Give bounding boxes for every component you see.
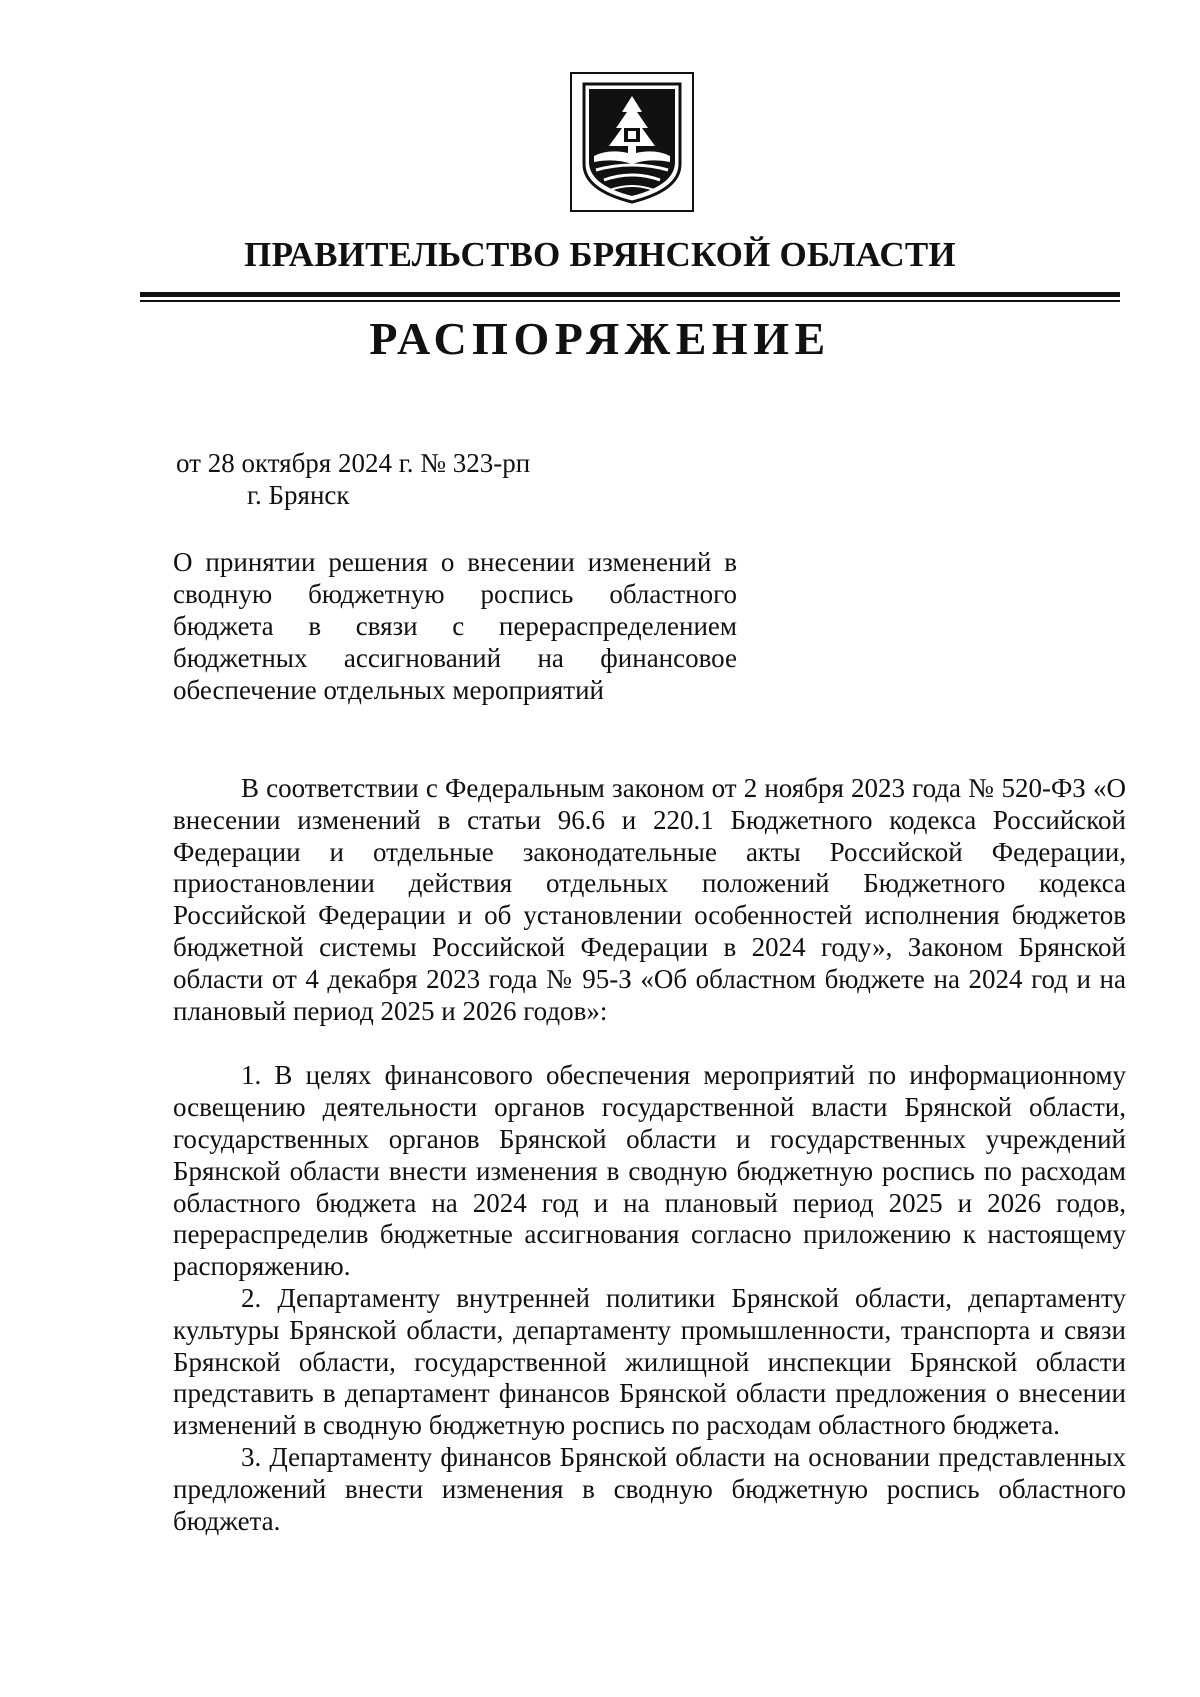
document-title: О принятии решения о внесении изменений в сводную бюджетную роспись областного бюджета в связи с перераспределением бюджетных ассигнований на финансовое обеспечение отдельных мероприятий [173,547,737,705]
item-paragraph-3: 3. Департаменту финансов Брянской области на основании представленных предложений внести изменения в сводную бюджетную роспись областного бюджета. [173,1441,1126,1536]
preamble-paragraph: В соответствии с Федеральным законом от 2 ноября 2023 года № 520-ФЗ «О внесении изменений в статьи 96.6 и 220.1 Бюджетного кодекса Российской Федерации и отдельные законодательные акты Российской Федерации, приостановлении действия отдельных положений Бюджетного кодекса Российской Федерации и об установлении особенностей исполнения бюджетов бюджетной системы Российской Федерации в 2024 году», Законом Брянской области от 4 декабря 2023 года № 95-З «Об областном бюджете на 2024 год и на плановый период 2025 и 2026 годов»: [173,773,1126,1026]
header-divider-thin [140,300,1120,302]
document-date-number: от 28 октября 2024 г. № 323-рп [176,448,531,478]
bryansk-coat-of-arms-icon [570,72,694,212]
document-city: г. Брянск [247,480,350,510]
document-type-heading: РАСПОРЯЖЕНИЕ [369,313,831,364]
item-paragraph-1: 1. В целях финансового обеспечения мероприятий по информационному освещению деятельности органов государственной власти Брянской области, государственных органов Брянской области и государственных учреждений Брянской области внести изменения в сводную бюджетную роспись по расходам областного бюджета на 2024 год и на плановый период 2025 и 2026 годов, перераспределив бюджетные ассигнования согласно приложению к настоящему распоряжению. [173,1060,1126,1282]
item-paragraph-2: 2. Департаменту внутренней политики Брянской области, департаменту культуры Брянской области, департаменту промышленности, транспорта и связи Брянской области, государственной жилищной инспекции Брянской области представить в департамент финансов Брянской области предложения о внесении изменений в сводную бюджетную роспись по расходам областного бюджета. [173,1282,1126,1441]
document-body [173,773,1126,1537]
organization-name: ПРАВИТЕЛЬСТВО БРЯНСКОЙ ОБЛАСТИ [244,235,956,274]
header-divider-thick [140,292,1120,297]
